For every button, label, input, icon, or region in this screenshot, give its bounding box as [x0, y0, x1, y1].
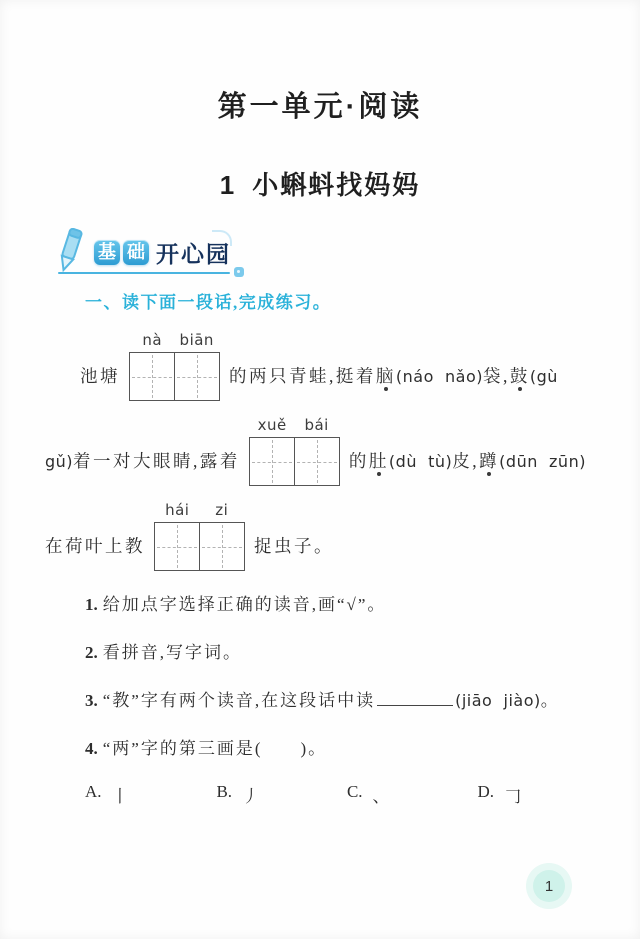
- text-segment: “两”字的第三画是( )。: [102, 739, 328, 758]
- badge-tag-char: 础: [123, 240, 149, 265]
- question-number: 4.: [85, 739, 98, 758]
- line-text-before: [45, 536, 145, 558]
- question-text: [103, 739, 327, 758]
- question-2: [85, 638, 597, 663]
- text-segment: (náo nǎo): [395, 366, 483, 386]
- line-text-after: [349, 451, 586, 473]
- text-segment: 看拼音,写字词。: [102, 643, 242, 662]
- option-stroke: 丿: [242, 787, 260, 806]
- question-text: [103, 595, 387, 614]
- text-segment: 。: [540, 691, 560, 710]
- text-segment: (gù: [529, 366, 558, 386]
- question-1: [85, 590, 597, 615]
- text-segment: 捉虫子。: [254, 535, 334, 556]
- pinyin-label: nà: [142, 331, 163, 349]
- text-segment: 袋,: [483, 365, 510, 386]
- lesson-name: 小蝌蚪找妈妈: [252, 170, 421, 200]
- section-badge: [54, 232, 274, 284]
- writing-box: [249, 416, 340, 486]
- page-number-badge: [533, 870, 565, 902]
- badge-underline: [58, 272, 230, 274]
- writing-cell[interactable]: [199, 523, 244, 570]
- line-text-after: [254, 536, 334, 558]
- pinyin-label: biān: [179, 331, 214, 349]
- option-label: C.: [346, 782, 363, 801]
- text-segment: 脑: [375, 365, 396, 386]
- text-segment: gǔ): [45, 451, 74, 471]
- line-text-after: [229, 366, 558, 388]
- question-text: [103, 643, 242, 662]
- lesson-number: 1: [219, 170, 235, 200]
- text-segment: “教”字有两个读音,在这段话中读: [102, 691, 376, 710]
- option-stroke: 、: [372, 787, 390, 806]
- line-text-before: [80, 366, 120, 388]
- text-segment: 池塘: [80, 365, 120, 386]
- pinyin-label: xuě: [257, 416, 287, 434]
- text-segment: 的两只青蛙,挺着: [229, 365, 376, 386]
- text-segment: 鼓: [509, 365, 530, 386]
- text-segment: 着一对大眼睛,露着: [73, 450, 240, 471]
- question-text: [103, 691, 560, 710]
- option-stroke: 𠃌: [503, 787, 521, 806]
- writing-cell[interactable]: [130, 353, 174, 400]
- unit-title: 第一单元·阅读: [217, 91, 423, 123]
- text-segment: 给加点字选择正确的读音,画“√”。: [102, 595, 387, 614]
- option-c: [347, 782, 390, 807]
- text-segment: (dūn zūn): [499, 451, 586, 471]
- option-stroke: 丨: [111, 787, 129, 806]
- text-segment: (dù tù): [388, 451, 453, 471]
- option-label: A.: [85, 782, 102, 801]
- page-number: 1: [544, 877, 554, 895]
- option-d: [477, 782, 521, 807]
- question-number: 2.: [85, 643, 98, 662]
- writing-box: [154, 501, 245, 571]
- text-segment: 蹲: [479, 450, 500, 471]
- text-segment: 肚: [368, 450, 389, 471]
- writing-box: [129, 331, 220, 401]
- writing-cell[interactable]: [155, 523, 199, 570]
- note-icon: [234, 267, 244, 277]
- answer-blank[interactable]: [377, 691, 453, 706]
- pinyin-label: bái: [304, 416, 329, 434]
- question-number: 1.: [85, 595, 98, 614]
- text-segment: 的: [348, 450, 369, 471]
- exercise-instruction: 一、读下面一段话,完成练习。: [85, 293, 332, 312]
- option-label: D.: [477, 782, 494, 801]
- reading-paragraph: [45, 330, 597, 571]
- badge-tag-char: 基: [94, 240, 120, 265]
- text-segment: 在荷叶上教: [45, 535, 145, 556]
- badge-name: 开心园: [156, 241, 231, 267]
- text-segment: 皮,: [452, 450, 480, 471]
- line-text-before: [45, 451, 240, 473]
- paragraph-line: [45, 500, 597, 571]
- lesson-title: [0, 165, 640, 202]
- option-label: B.: [216, 782, 233, 801]
- option-a: [85, 782, 129, 807]
- option-row: [85, 782, 521, 807]
- question-list: [85, 590, 597, 807]
- writing-cell[interactable]: [174, 353, 219, 400]
- text-segment: (jiāo jiào): [455, 691, 541, 710]
- writing-cell[interactable]: [294, 438, 339, 485]
- question-3: [85, 686, 597, 711]
- paragraph-line: [45, 415, 597, 486]
- pinyin-label: hái: [165, 501, 190, 519]
- question-number: 3.: [85, 691, 98, 710]
- option-b: [216, 782, 259, 807]
- question-4: [85, 734, 597, 759]
- pinyin-label: zi: [215, 501, 229, 519]
- writing-cell[interactable]: [250, 438, 294, 485]
- paragraph-line: [45, 330, 597, 401]
